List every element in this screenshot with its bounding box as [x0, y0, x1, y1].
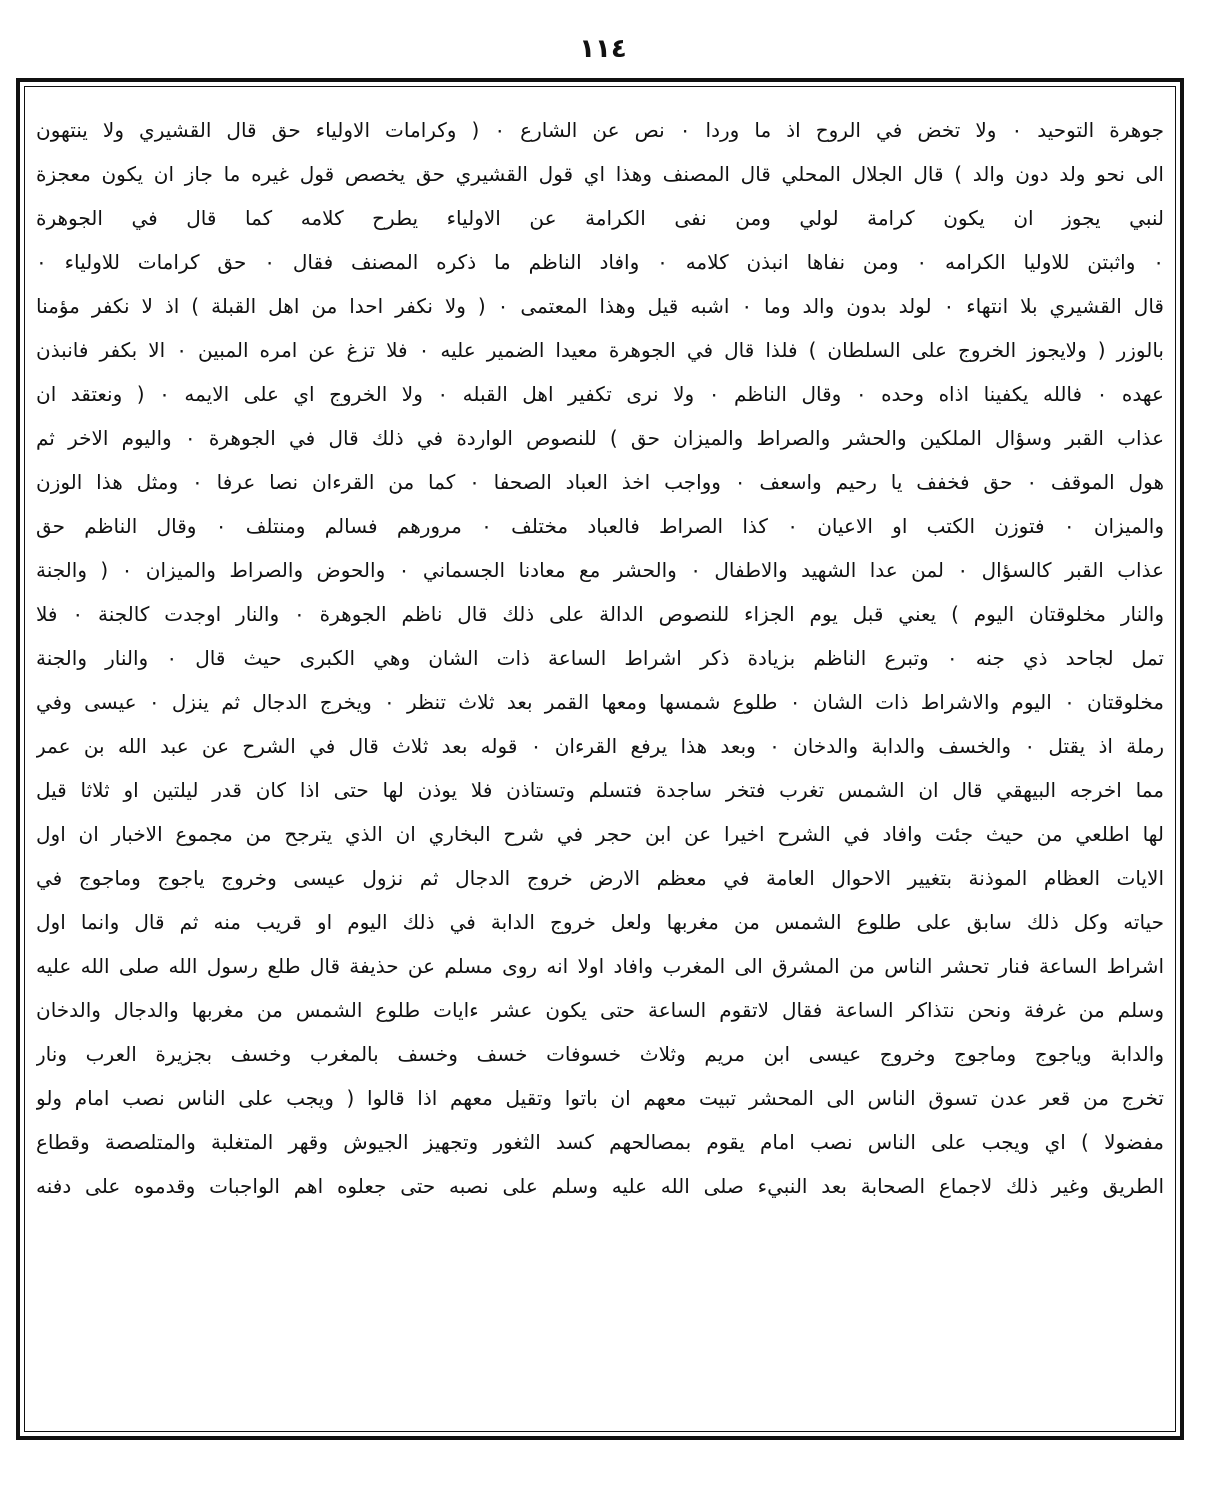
text-line: الايات العظام الموذنة بتغيير الاحوال العامة في معظم الارض خروج الدجال ثم نزول عيسى وخروج ياجوج وماجوج في — [36, 866, 1164, 890]
text-line: عذاب القبر كالسؤال ٠ لمن عدا الشهيد والاطفال ٠ والحشر مع معادنا الجسماني ٠ والحوض والصراط والميزان ٠ ( والجنة — [36, 558, 1164, 582]
body-text — [36, 108, 1164, 1208]
text-line: وسلم من غرفة ونحن نتذاكر الساعة فقال لاتقوم الساعة حتى يكون عشر ءايات طلوع الشمس من مغربها والدجال والدخان — [36, 998, 1164, 1022]
text-line: عذاب القبر وسؤال الملكين والحشر والصراط والميزان حق ) للنصوص الواردة في ذلك قال في الجوهرة ٠ واليوم الاخر ثم — [36, 426, 1164, 450]
text-line: مما اخرجه البيهقي قال ان الشمس تغرب فتخر ساجدة فتسلم وتستاذن فلا يوذن لها حتى اذا كان قدر ليلتين او ثلاثا قيل — [36, 778, 1164, 802]
text-line: والنار مخلوقتان اليوم ) يعني قبل يوم الجزاء للنصوص الدالة على ذلك قال ناظم الجوهرة ٠ والنار اوجدت كالجنة ٠ فلا — [36, 602, 1164, 626]
text-line: الى نحو ولد دون والد ) قال الجلال المحلي قال المصنف وهذا اي قول القشيري حق يخصص قول غيره ما جاز ان يكون معجزة — [36, 162, 1164, 186]
text-line: هول الموقف ٠ حق فخفف يا رحيم واسعف ٠ وواجب اخذ العباد الصحفا ٠ كما من القرءان نصا عرفا ٠ ومثل هذا الوزن — [36, 470, 1164, 494]
text-line: اشراط الساعة فنار تحشر الناس من المشرق الى المغرب وافاد اولا انه روى مسلم عن حذيفة قال طلع رسول الله صلى الله عليه — [36, 954, 1164, 978]
text-line: والدابة وياجوج وماجوج وخروج عيسى ابن مريم وثلاث خسوفات خسف وخسف بالمغرب وخسف بجزيرة العرب ونار — [36, 1042, 1164, 1066]
page-number: ١١٤ — [579, 34, 627, 64]
text-line: عهده ٠ فالله يكفينا اذاه وحده ٠ وقال الناظم ٠ ولا نرى تكفير اهل القبله ٠ ولا الخروج اي على الايمه ٠ ( ونعتقد ان — [36, 382, 1164, 406]
text-line: لنبي يجوز ان يكون كرامة لولي ومن نفى الكرامة عن الاولياء يطرح كلامه كما قال في الجوهرة — [36, 206, 1164, 230]
text-line: مخلوقتان ٠ اليوم والاشراط ذات الشان ٠ طلوع شمسها ومعها القمر بعد ثلاث تنظر ٠ ويخرج الدجال ثم ينزل ٠ عيسى وفي — [36, 690, 1164, 714]
text-line: جوهرة التوحيد ٠ ولا تخض في الروح اذ ما وردا ٠ نص عن الشارع ٠ ( وكرامات الاولياء حق قال القشيري ولا ينتهون — [36, 118, 1164, 142]
text-line: تخرج من قعر عدن تسوق الناس الى المحشر تبيت معهم ان باتوا وتقيل معهم اذا قالوا ( ويجب على الناس نصب امام ولو — [36, 1086, 1164, 1110]
text-line: ٠ واثبتن للاوليا الكرامه ٠ ومن نفاها انبذن كلامه ٠ وافاد الناظم ما ذكره المصنف فقال ٠ حق كرامات للاولياء ٠ — [36, 250, 1164, 274]
text-line: الطريق وغير ذلك لاجماع الصحابة بعد النبيء صلى الله عليه وسلم على نصبه حتى جعلوه اهم الواجبات وقدموه على دفنه — [36, 1174, 1164, 1198]
text-line: حياته وكل ذلك سابق على طلوع الشمس من مغربها ولعل خروج الدابة في ذلك اليوم او قريب منه ثم قال وانما اول — [36, 910, 1164, 934]
text-line: مفضولا ) اي ويجب على الناس نصب امام يقوم بمصالحهم كسد الثغور وتجهيز الجيوش وقهر المتغلبة والمتلصصة وقطاع — [36, 1130, 1164, 1154]
text-line: رملة اذ يقتل ٠ والخسف والدابة والدخان ٠ وبعد هذا يرفع القرءان ٠ قوله بعد ثلاث قال في الشرح عن عبد الله بن عمر — [36, 734, 1164, 758]
text-line: والميزان ٠ فتوزن الكتب او الاعيان ٠ كذا الصراط فالعباد مختلف ٠ مرورهم فسالم ومنتلف ٠ وقال الناظم حق — [36, 514, 1164, 538]
text-line: تمل لجاحد ذي جنه ٠ وتبرع الناظم بزيادة ذكر اشراط الساعة ذات الشان وهي الكبرى حيث قال ٠ والنار والجنة — [36, 646, 1164, 670]
text-line: بالوزر ( ولايجوز الخروج على السلطان ) فلذا قال في الجوهرة معيدا الضمير عليه ٠ فلا تزغ عن امره المبين ٠ الا بكفر فانبذن — [36, 338, 1164, 362]
text-line: لها اطلعي من حيث جئت وافاد في الشرح اخيرا عن ابن حجر في شرح البخاري ان الذي يترجح من مجموع الاخبار ان اول — [36, 822, 1164, 846]
text-line: قال القشيري بلا انتهاء ٠ لولد بدون والد وما ٠ اشبه قيل وهذا المعتمى ٠ ( ولا نكفر احدا من اهل القبلة ) اذ لا نكفر مؤمنا — [36, 294, 1164, 318]
